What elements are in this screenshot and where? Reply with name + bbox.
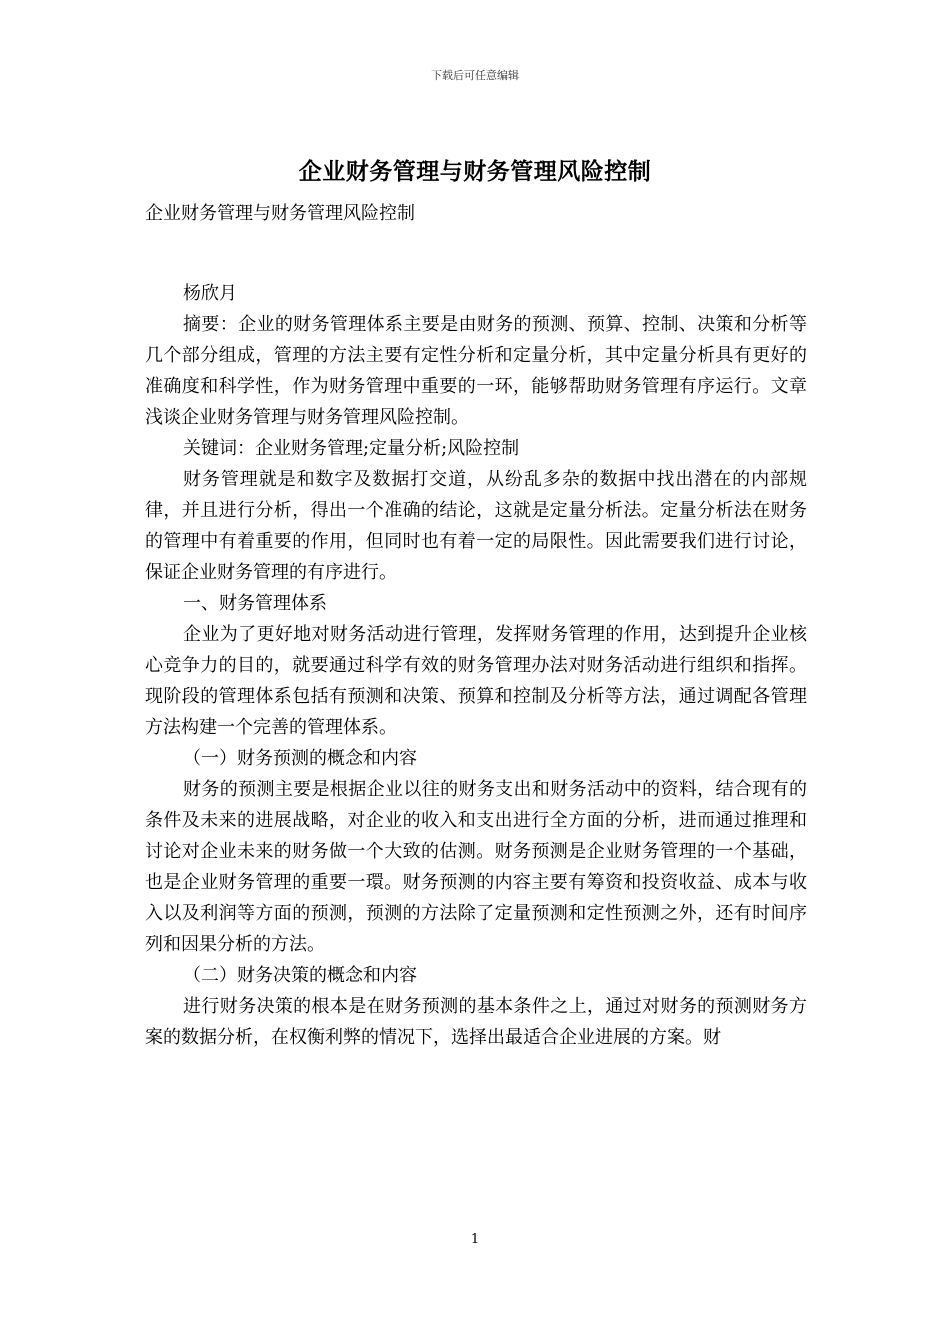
document-subtitle: 企业财务管理与财务管理风险控制 (145, 203, 415, 224)
section-heading-1: 一、财务管理体系 (183, 593, 327, 614)
abstract-paragraph: 摘要：企业的财务管理体系主要是由财务的预测、预算、控制、决策和分析等几个部分组成，管理的方法主要有定性分析和定量分析，其中定量分析具有更好的准确度和科学性，作为财务管理中重要的一环，能够帮助财务管理有序运行。文章浅谈企业财务管理与财务管理风险控制。 (145, 314, 807, 428)
section-paragraph-1: 企业为了更好地对财务活动进行管理，发挥财务管理的作用，达到提升企业核心竞争力的目的，就要通过科学有效的财务管理办法对财务活动进行组织和指挥。现阶段的管理体系包括有预测和决策、预算和控制及分析等方法，通过调配各管理方法构建一个完善的管理体系。 (145, 624, 807, 738)
subsection-heading-2: （二）财务决策的概念和内容 (183, 965, 417, 986)
author-name: 杨欣月 (183, 283, 237, 304)
subsection-heading-1: （一）财务预测的概念和内容 (183, 748, 417, 769)
keywords-line: 关键词：企业财务管理;定量分析;风险控制 (183, 438, 520, 459)
document-title: 企业财务管理与财务管理风险控制 (298, 158, 652, 185)
page-number: 1 (470, 1232, 480, 1247)
header-note: 下载后可任意编辑 (431, 69, 519, 82)
subsection-paragraph-2: 进行财务决策的根本是在财务预测的基本条件之上，通过对财务的预测财务方案的数据分析，在权衡利弊的情况下，选择出最适合企业进展的方案。财 (145, 996, 807, 1048)
subsection-paragraph-1: 财务的预测主要是根据企业以往的财务支出和财务活动中的资料，结合现有的条件及未来的进展战略，对企业的收入和支出进行全方面的分析，进而通过推理和讨论对企业未来的财务做一个大致的估测。财务预测是企业财务管理的一个基础，也是企业财务管理的重要一環。财务预测的内容主要有筹资和投资收益、成本与收入以及利润等方面的预测，预测的方法除了定量预测和定性预测之外，还有时间序列和因果分析的方法。 (145, 779, 807, 955)
intro-paragraph: 财务管理就是和数字及数据打交道，从纷乱多杂的数据中找出潜在的内部规律，并且进行分析，得出一个准确的结论，这就是定量分析法。定量分析法在财务的管理中有着重要的作用，但同时也有着一定的局限性。因此需要我们进行讨论，保证企业财务管理的有序进行。 (145, 469, 807, 583)
document-body (145, 198, 807, 1053)
